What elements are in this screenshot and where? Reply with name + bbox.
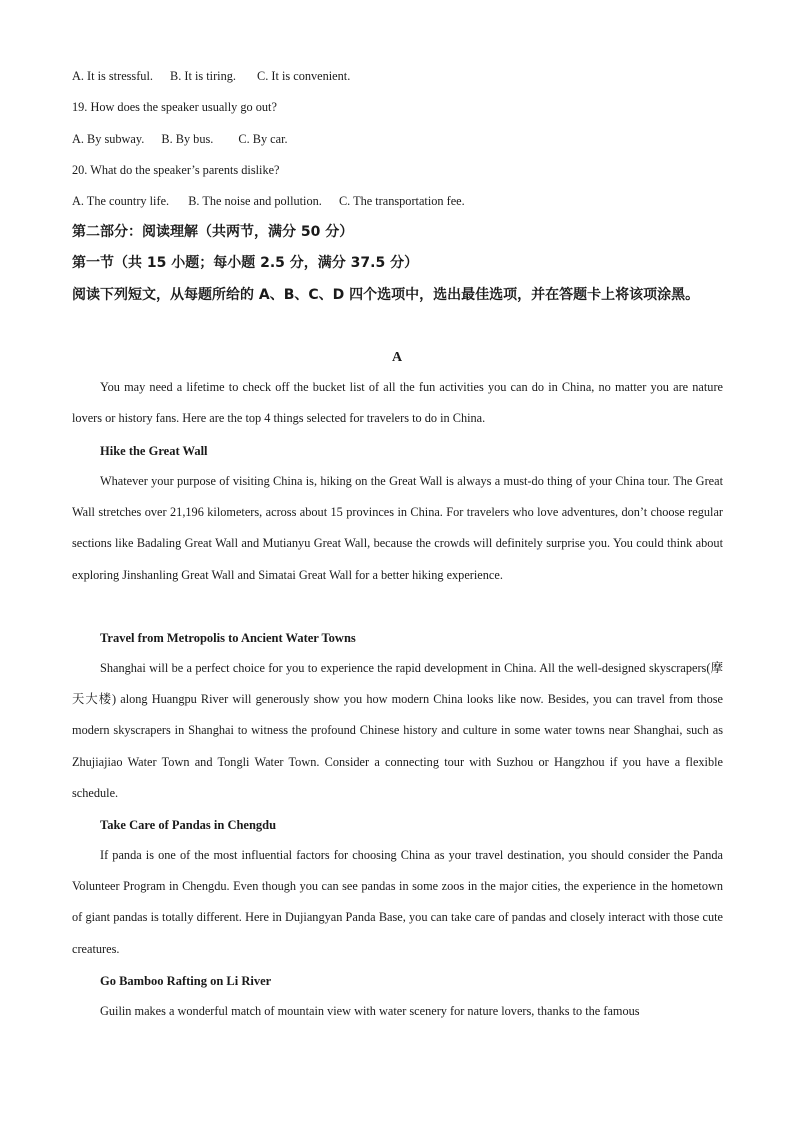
part-two-title: 第二部分：阅读理解（共两节，满分 50 分） bbox=[72, 224, 354, 240]
q19-options bbox=[72, 129, 724, 149]
heading-pandas: Take Care of Pandas in Chengdu bbox=[100, 818, 277, 832]
q19-option-b: B. By bus. bbox=[161, 132, 214, 146]
heading-li-river: Go Bamboo Rafting on Li River bbox=[100, 974, 272, 988]
section-one-title: 第一节（共 15 小题；每小题 2.5 分，满分 37.5 分） bbox=[72, 255, 419, 271]
heading-great-wall: Hike the Great Wall bbox=[100, 444, 208, 458]
q18-options bbox=[72, 66, 724, 86]
q20-option-c: C. The transportation fee. bbox=[338, 194, 465, 208]
q18-option-c: C. It is convenient. bbox=[257, 69, 351, 83]
paragraph-pandas: If panda is one of the most influential factors for choosing China as your travel destination, you should consider the Panda Volunteer Program in Chengdu. Even though you can see pandas in some zoos in the major cities, the experience in the hometown of giant pandas is totally different. Here in Dujiangyan Panda Base, you can take care of pandas and closely interact with those cute creatures. bbox=[72, 848, 723, 956]
q20-question: 20. What do the speaker’s parents dislike? bbox=[72, 163, 280, 177]
q20-option-a: A. The country life. bbox=[72, 194, 170, 208]
reading-instructions: 阅读下列短文，从每题所给的 A、B、C、D 四个选项中，选出最佳选项，并在答题卡上将该项涂黑。 bbox=[72, 287, 700, 303]
q20-option-b: B. The noise and pollution. bbox=[188, 194, 322, 208]
q20-options bbox=[72, 191, 724, 211]
q19-question: 19. How does the speaker usually go out? bbox=[72, 100, 277, 114]
passage-label: A bbox=[391, 350, 403, 365]
heading-water-towns: Travel from Metropolis to Ancient Water Towns bbox=[100, 631, 356, 645]
passage-intro: You may need a lifetime to check off the bucket list of all the fun activities you can do in China, no matter you are nature lovers or history fans. Here are the top 4 things selected for travelers to do in China. bbox=[72, 380, 723, 426]
q19-option-a: A. By subway. bbox=[72, 132, 145, 146]
q18-option-a: A. It is stressful. bbox=[72, 69, 153, 83]
q18-option-b: B. It is tiring. bbox=[170, 69, 236, 83]
q19-option-c: C. By car. bbox=[238, 132, 288, 146]
paragraph-li-river: Guilin makes a wonderful match of mountain view with water scenery for nature lovers, thanks to the famous bbox=[100, 1004, 640, 1018]
paragraph-water-towns: Shanghai will be a perfect choice for you to experience the rapid development in China. All the well-designed skyscrapers(摩天大楼) along Huangpu River will generously show you how modern China looks like now. Besides, you can travel from those modern skyscrapers in Shanghai to witness the profound Chinese history and culture in some water towns near Shanghai, such as Zhujiajiao Water Town and Tongli Water Town. Consider a connecting tour with Suzhou or Hangzhou if you have a flexible schedule. bbox=[72, 661, 723, 800]
paragraph-great-wall: Whatever your purpose of visiting China is, hiking on the Great Wall is always a must-do thing of your China tour. The Great Wall stretches over 21,196 kilometers, across about 15 provinces in China. For travelers who love adventures, don’t choose regular sections like Badaling Great Wall and Mutianyu Great Wall, because the crowds will definitely surprise you. You could think about exploring Jinshanling Great Wall and Simatai Great Wall for a better hiking experience. bbox=[72, 474, 723, 582]
